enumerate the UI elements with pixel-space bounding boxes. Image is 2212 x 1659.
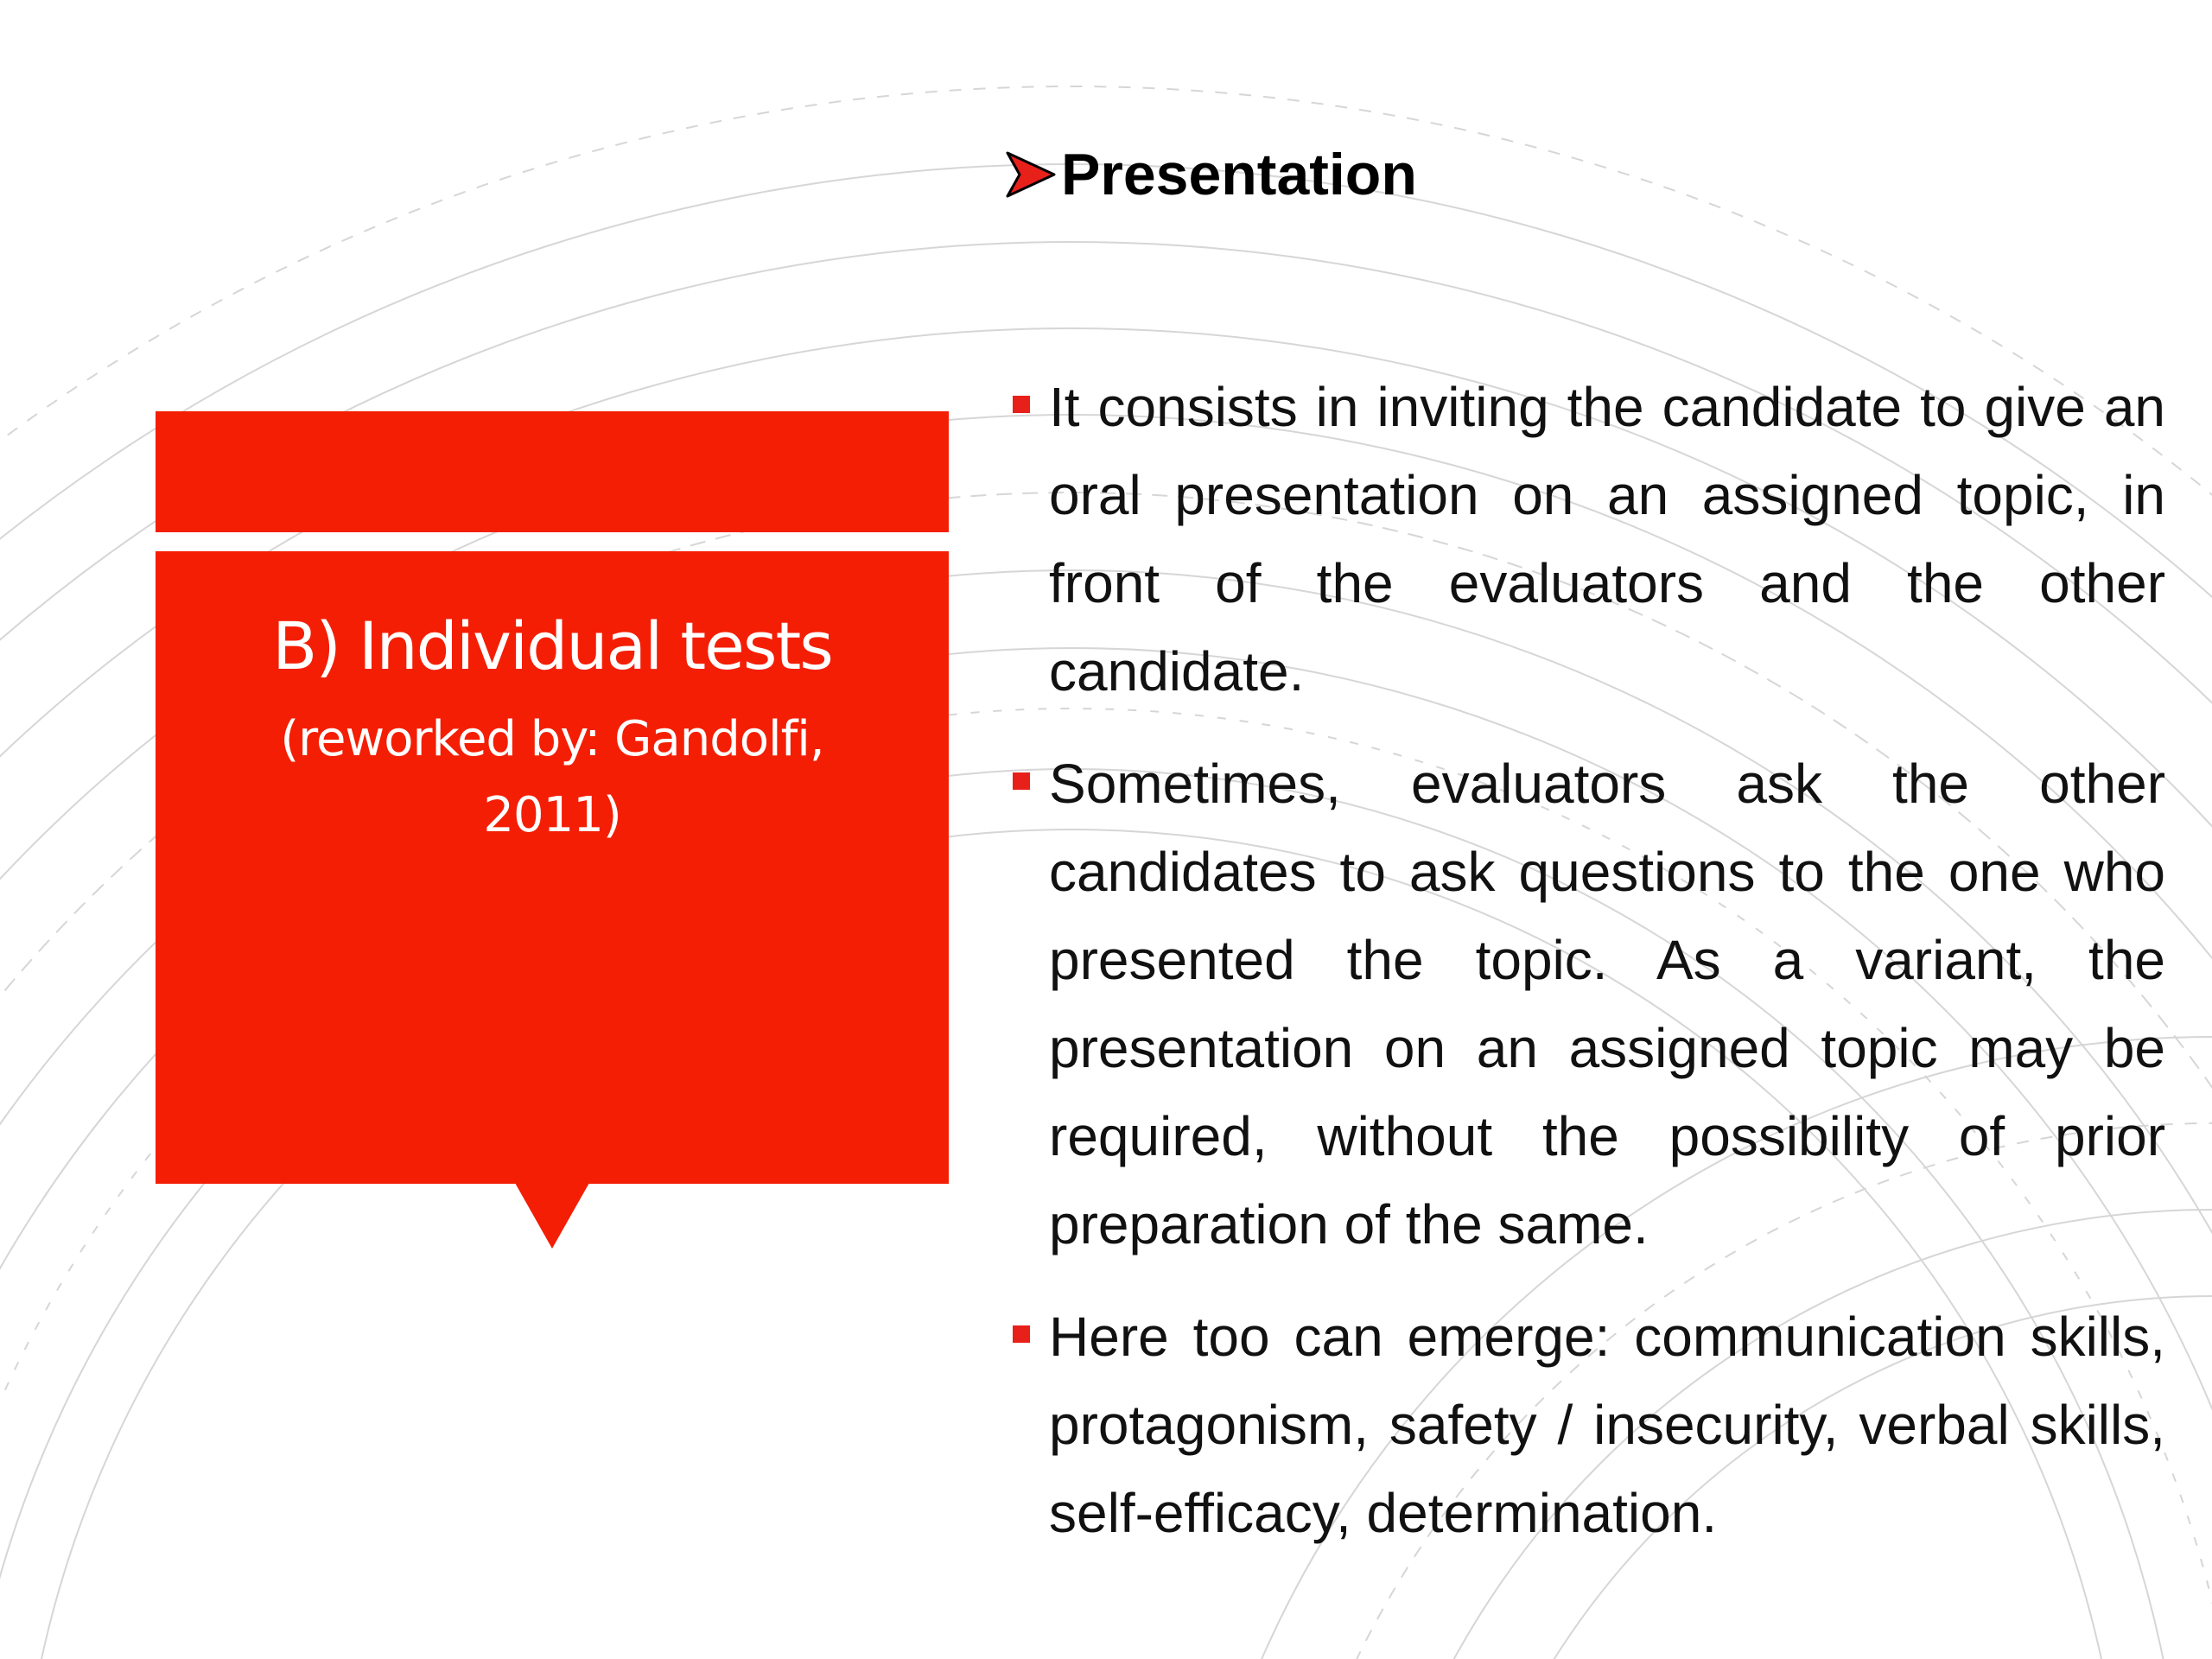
bullet-square-icon bbox=[1013, 1325, 1030, 1343]
bullet-list bbox=[1013, 363, 2165, 1581]
bullet-text: Here too can emerge: communication skills, protagonism, safety / insecurity, verbal skills, self-efficacy, determination. bbox=[1049, 1306, 2165, 1544]
arrow-right-icon bbox=[1006, 149, 1056, 200]
list-item bbox=[1013, 740, 2165, 1268]
heading-text: Presentation bbox=[1061, 142, 1417, 207]
panel-subtitle: (reworked by: Gandolfi, 2011) bbox=[280, 711, 824, 843]
list-item bbox=[1013, 1293, 2165, 1557]
section-heading bbox=[1006, 138, 1417, 211]
bullet-text: It consists in inviting the candidate to give an oral presentation on an assigned topic, in front of the evaluators and the other candidate. bbox=[1049, 376, 2165, 702]
bullet-text: Sometimes, evaluators ask the other candidates to ask questions to the one who presented the topic. As a variant, the presentation on an assigned topic may be required, without the possibility of prior preparation of the same. bbox=[1049, 753, 2165, 1255]
list-item bbox=[1013, 363, 2165, 715]
red-header-bar bbox=[156, 411, 949, 532]
bullet-square-icon bbox=[1013, 396, 1030, 413]
bullet-square-icon bbox=[1013, 772, 1030, 790]
panel-title: B) Individual tests bbox=[272, 607, 832, 684]
panel-pointer bbox=[515, 1183, 589, 1249]
